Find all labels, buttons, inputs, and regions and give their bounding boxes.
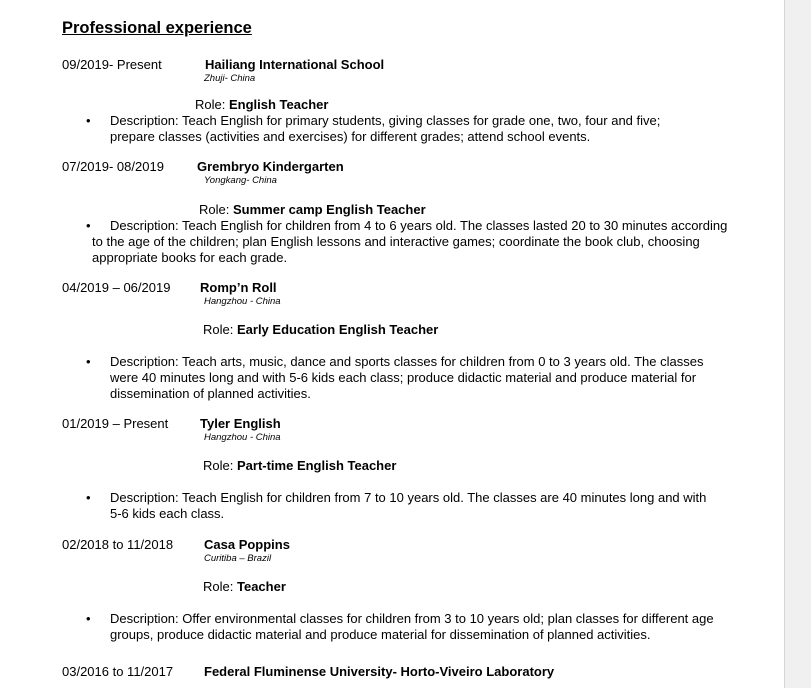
entry-location: Curitiba – Brazil [204, 553, 272, 564]
section-title: Professional experience [62, 19, 252, 37]
entry-organization: Tyler English [200, 416, 281, 431]
role-label: Role: [199, 202, 230, 217]
entry-organization: Hailiang International School [205, 57, 385, 72]
bullet-icon: • [86, 611, 91, 626]
role-title: English Teacher [228, 97, 329, 112]
entry-organization: Grembryo Kindergarten [197, 159, 344, 174]
role-label: Role: [203, 322, 234, 337]
entry-organization: Federal Fluminense University- Horto-Viveiro Laboratory [204, 664, 555, 679]
entry-dates: 09/2019- Present [62, 57, 162, 72]
entry-role [203, 322, 438, 337]
role-label: Role: [195, 97, 226, 112]
entry-dates: 01/2019 – Present [62, 416, 169, 431]
entry-role [203, 458, 396, 473]
page-gutter [785, 0, 811, 688]
entry-organization: Romp’n Roll [200, 280, 277, 295]
role-label: Role: [203, 579, 234, 594]
entry-dates: 04/2019 – 06/2019 [62, 280, 171, 295]
entry-location: Yongkang- China [204, 175, 277, 186]
bullet-icon: • [86, 354, 91, 369]
entry-description: Description: Offer environmental classes for children from 3 to 10 years old; plan classes for different age groups, produce didactic material and produce material for dissemination of planned activities. [110, 611, 714, 642]
bullet-icon: • [86, 218, 91, 233]
role-title: Early Education English Teacher [236, 322, 439, 337]
entry-dates: 02/2018 to 11/2018 [62, 537, 174, 552]
role-label: Role: [203, 458, 234, 473]
entry-dates: 07/2019- 08/2019 [62, 159, 164, 174]
role-title: Teacher [236, 579, 286, 594]
entry-description: Description: Teach English for children from 7 to 10 years old. The classes are 40 minutes long and with 5-6 kids each class. [110, 490, 707, 521]
entry-location: Zhuji- China [204, 73, 256, 84]
entry-dates: 03/2016 to 11/2017 [62, 664, 174, 679]
entry-location: Hangzhou - China [204, 432, 281, 443]
entry-description: Description: Teach arts, music, dance and sports classes for children from 0 to 3 years old. The classes were 40 minutes long and with 5-6 kids each class; produce didactic material and produce material for dissemination of planned activities. [110, 354, 704, 401]
entry-role [195, 97, 328, 112]
entry-description: Description: Teach English for primary students, giving classes for grade one, two, four and five; prepare classes (activities and exercises) for different grades; attend school events. [110, 113, 661, 144]
entry-location: Hangzhou - China [204, 296, 281, 307]
bullet-icon: • [86, 490, 91, 505]
role-title: Summer camp English Teacher [232, 202, 426, 217]
bullet-icon: • [86, 113, 91, 128]
entry-role [203, 579, 286, 594]
entry-organization: Casa Poppins [204, 537, 290, 552]
entry-description: Description: Teach English for children from 4 to 6 years old. The classes lasted 20 to 30 minutes according to the age of the children; plan English lessons and interactive games; coordinate the book club, choosing appropriate books for each grade. [92, 218, 728, 265]
role-title: Part-time English Teacher [236, 458, 397, 473]
entry-role [199, 202, 426, 217]
